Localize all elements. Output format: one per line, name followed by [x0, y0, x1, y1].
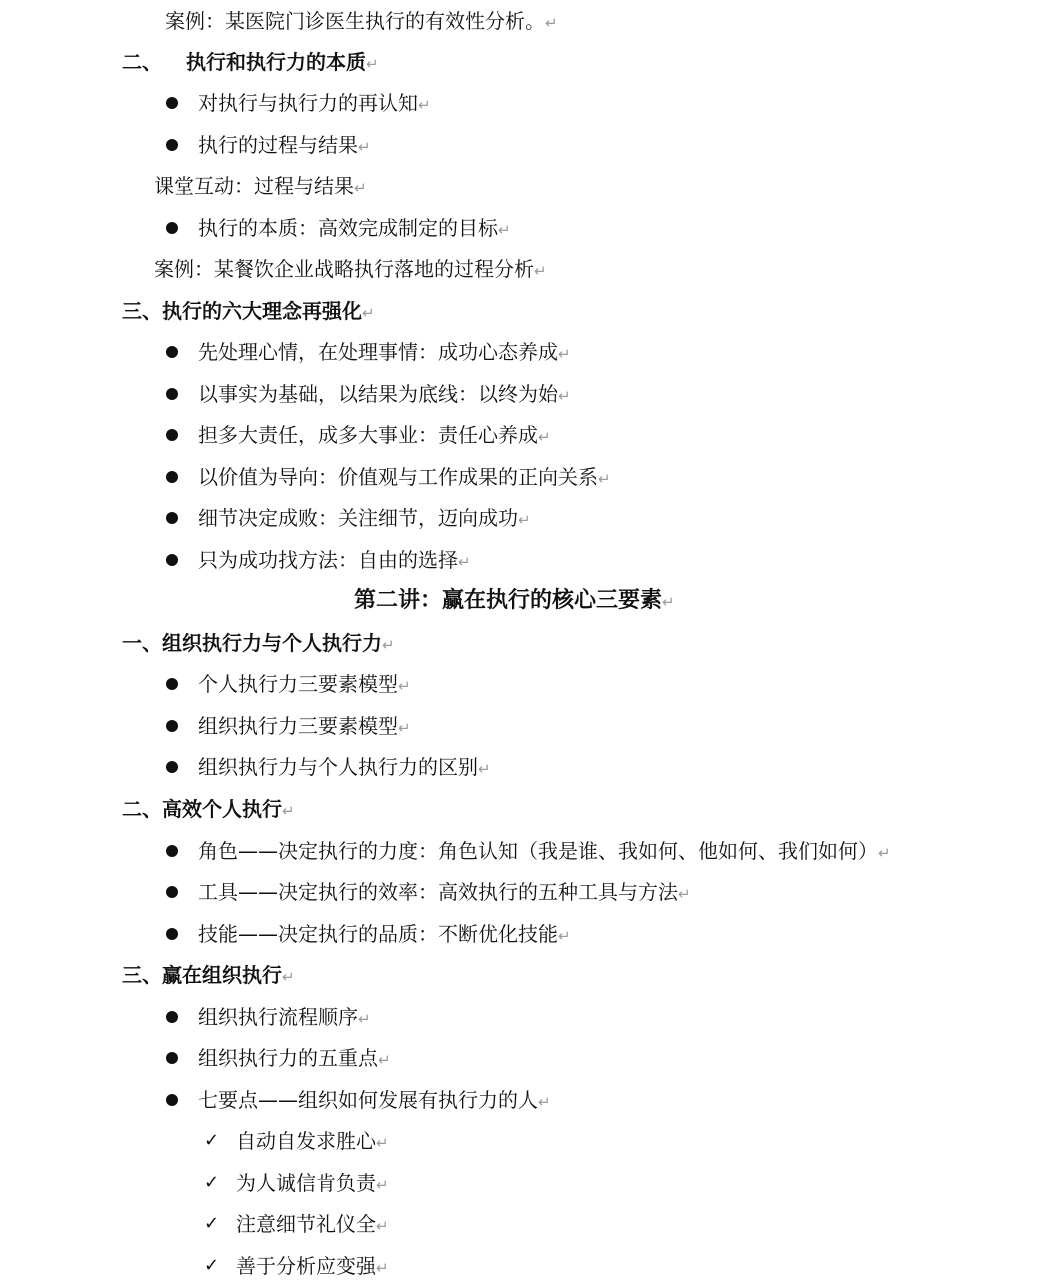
line-text: 自动自发求胜心: [236, 1129, 376, 1153]
paragraph-mark-icon: ↵: [354, 179, 367, 197]
section-title: [354, 586, 675, 616]
paragraph-mark-icon: ↵: [376, 1217, 389, 1235]
bullet-icon: [166, 720, 178, 732]
list-item: [198, 88, 431, 118]
line-text: 执行的过程与结果: [198, 133, 358, 157]
line-text: 只为成功找方法：自由的选择: [198, 548, 458, 572]
line-text: 细节决定成败：关注细节，迈向成功: [198, 506, 518, 530]
line-text: 组织执行力与个人执行力的区别: [198, 755, 478, 779]
paragraph-mark-icon: ↵: [366, 55, 379, 73]
bullet-icon: [166, 678, 178, 690]
line-text: 组织执行力三要素模型: [198, 714, 398, 738]
paragraph-mark-icon: ↵: [376, 1134, 389, 1152]
list-item: [198, 919, 571, 949]
line-text: 一、组织执行力与个人执行力: [122, 631, 382, 655]
line-text: 以事实为基础，以结果为底线：以终为始: [198, 382, 558, 406]
list-item: [198, 711, 411, 741]
section-heading: [122, 628, 395, 658]
body-text: [165, 6, 558, 36]
bullet-icon: [166, 471, 178, 483]
line-text: 以价值为导向：价值观与工作成果的正向关系: [198, 465, 598, 489]
list-item: [198, 130, 371, 160]
line-text: 案例：某餐饮企业战略执行落地的过程分析: [154, 257, 534, 281]
line-text: 担多大责任，成多大事业：责任心养成: [198, 423, 538, 447]
line-text: 课堂互动：过程与结果: [154, 174, 354, 198]
section-heading: [122, 47, 379, 77]
list-item: [236, 1126, 389, 1156]
paragraph-mark-icon: ↵: [534, 262, 547, 280]
paragraph-mark-icon: ↵: [382, 636, 395, 654]
paragraph-mark-icon: ↵: [518, 511, 531, 529]
bullet-icon: [166, 97, 178, 109]
bullet-icon: [166, 1094, 178, 1106]
paragraph-mark-icon: ↵: [282, 802, 295, 820]
bullet-icon: [166, 222, 178, 234]
line-text: 技能——决定执行的品质：不断优化技能: [198, 922, 558, 946]
paragraph-mark-icon: ↵: [558, 927, 571, 945]
paragraph-mark-icon: ↵: [418, 96, 431, 114]
line-text: 角色——决定执行的力度：角色认知（我是谁、我如何、他如何、我们如何）: [198, 839, 878, 863]
paragraph-mark-icon: ↵: [282, 968, 295, 986]
bullet-icon: [166, 1052, 178, 1064]
paragraph-mark-icon: ↵: [598, 470, 611, 488]
line-text: 案例：某医院门诊医生执行的有效性分析。: [165, 9, 545, 33]
line-text: 执行的本质：高效完成制定的目标: [198, 216, 498, 240]
list-item: [198, 1043, 391, 1073]
list-item: [236, 1209, 389, 1239]
line-text: 组织执行流程顺序: [198, 1005, 358, 1029]
paragraph-mark-icon: ↵: [398, 677, 411, 695]
checkmark-icon: ✓: [204, 1172, 220, 1193]
line-text: 三、赢在组织执行: [122, 963, 282, 987]
line-text: 先处理心情，在处理事情：成功心态养成: [198, 340, 558, 364]
bullet-icon: [166, 845, 178, 857]
paragraph-mark-icon: ↵: [558, 345, 571, 363]
line-text: 第二讲：赢在执行的核心三要素: [354, 588, 663, 613]
bullet-icon: [166, 429, 178, 441]
paragraph-mark-icon: ↵: [378, 1051, 391, 1069]
bullet-icon: [166, 761, 178, 773]
list-item: [198, 752, 491, 782]
bullet-icon: [166, 1011, 178, 1023]
line-text: 二、高效个人执行: [122, 797, 282, 821]
paragraph-mark-icon: ↵: [558, 387, 571, 405]
heading-number: 二、: [122, 50, 162, 74]
body-text: [154, 254, 547, 284]
paragraph-mark-icon: ↵: [398, 719, 411, 737]
paragraph-mark-icon: ↵: [545, 14, 558, 32]
bullet-icon: [166, 512, 178, 524]
list-item: [198, 213, 511, 243]
paragraph-mark-icon: ↵: [478, 760, 491, 778]
line-text: 个人执行力三要素模型: [198, 672, 398, 696]
list-item: [198, 1002, 371, 1032]
paragraph-mark-icon: ↵: [458, 553, 471, 571]
list-item: [198, 420, 551, 450]
list-item: [236, 1168, 389, 1198]
paragraph-mark-icon: ↵: [498, 221, 511, 239]
line-text: 七要点——组织如何发展有执行力的人: [198, 1088, 538, 1112]
list-item: [198, 503, 531, 533]
line-text: 执行和执行力的本质: [186, 50, 366, 74]
bullet-icon: [166, 139, 178, 151]
paragraph-mark-icon: ↵: [662, 593, 675, 611]
bullet-icon: [166, 388, 178, 400]
line-text: 对执行与执行力的再认知: [198, 91, 418, 115]
line-text: 注意细节礼仪全: [236, 1212, 376, 1236]
list-item: [198, 337, 571, 367]
line-text: 组织执行力的五重点: [198, 1046, 378, 1070]
paragraph-mark-icon: ↵: [358, 1010, 371, 1028]
list-item: [198, 462, 611, 492]
list-item: [198, 836, 891, 866]
paragraph-mark-icon: ↵: [678, 885, 691, 903]
line-text: 为人诚信肯负责: [236, 1171, 376, 1195]
list-item: [198, 877, 691, 907]
paragraph-mark-icon: ↵: [376, 1259, 389, 1277]
line-text: 善于分析应变强: [236, 1254, 376, 1278]
list-item: [198, 1085, 551, 1115]
bullet-icon: [166, 554, 178, 566]
bullet-icon: [166, 928, 178, 940]
list-item: [198, 669, 411, 699]
body-text: [154, 171, 367, 201]
list-item: [198, 379, 571, 409]
checkmark-icon: ✓: [204, 1213, 220, 1234]
section-heading: [122, 960, 295, 990]
line-text: 工具——决定执行的效率：高效执行的五种工具与方法: [198, 880, 678, 904]
list-item: [236, 1251, 389, 1281]
section-heading: [122, 794, 295, 824]
paragraph-mark-icon: ↵: [376, 1176, 389, 1194]
paragraph-mark-icon: ↵: [362, 304, 375, 322]
paragraph-mark-icon: ↵: [538, 428, 551, 446]
bullet-icon: [166, 346, 178, 358]
bullet-icon: [166, 886, 178, 898]
line-text: 三、执行的六大理念再强化: [122, 299, 362, 323]
paragraph-mark-icon: ↵: [358, 138, 371, 156]
list-item: [198, 545, 471, 575]
checkmark-icon: ✓: [204, 1130, 220, 1151]
section-heading: [122, 296, 375, 326]
checkmark-icon: ✓: [204, 1255, 220, 1276]
paragraph-mark-icon: ↵: [878, 844, 891, 862]
paragraph-mark-icon: ↵: [538, 1093, 551, 1111]
